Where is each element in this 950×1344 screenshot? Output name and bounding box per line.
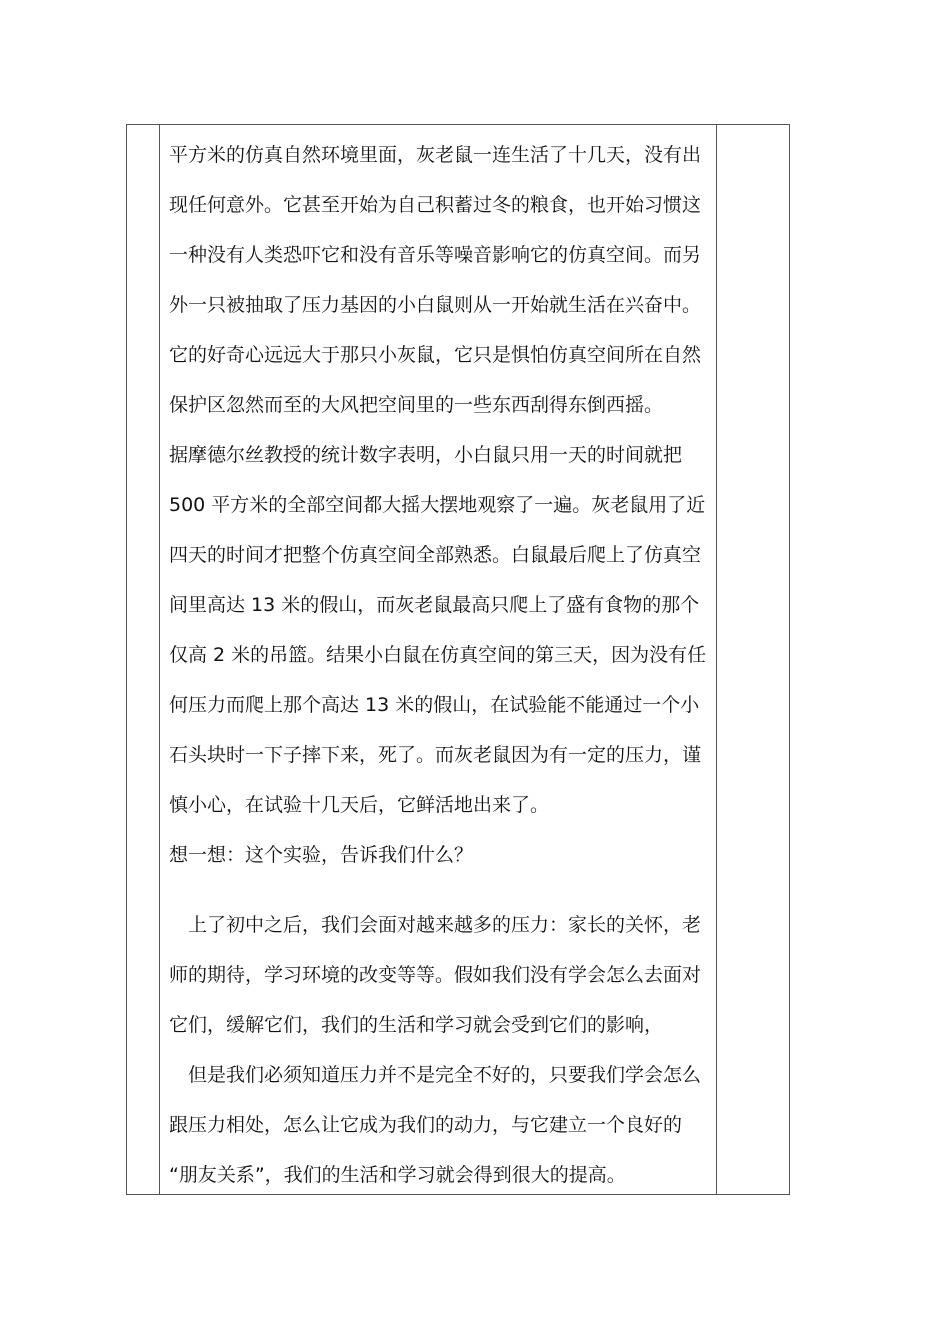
text-line: 据摩德尔丝教授的统计数字表明，小白鼠只用一天的时间就把 [169, 444, 683, 466]
text-line: 它的好奇心远远大于那只小灰鼠，它只是惧怕仿真空间所在自然 [169, 344, 702, 366]
text-line: 保护区忽然而至的大风把空间里的一些东西刮得东倒西摇。 [169, 394, 664, 416]
text-line: 四天的时间才把整个仿真空间全部熟悉。白鼠最后爬上了仿真空 [169, 544, 702, 566]
text-line: 但是我们必须知道压力并不是完全不好的，只要我们学会怎么 [188, 1064, 702, 1086]
question-line: 想一想：这个实验，告诉我们什么？ [169, 844, 474, 866]
text-line: 平方米的仿真自然环境里面，灰老鼠一连生活了十几天，没有出 [169, 144, 702, 166]
text-line: 一种没有人类恐吓它和没有音乐等噪音影响它的仿真空间。而另 [169, 244, 702, 266]
text-line: 跟压力相处，怎么让它成为我们的动力，与它建立一个良好的 [169, 1114, 683, 1136]
text-line: 慎小心，在试验十几天后，它鲜活地出来了。 [169, 794, 550, 816]
text-line: 现任何意外。它甚至开始为自己积蓄过冬的粮食，也开始习惯这 [169, 194, 702, 216]
text-line: 上了初中之后，我们会面对越来越多的压力：家长的关怀，老 [188, 914, 702, 936]
text-line: 500 平方米的全部空间都大摇大摆地观察了一遍。灰老鼠用了近 [169, 494, 706, 516]
table-column-divider-right [716, 125, 717, 1194]
text-line: 石头块时一下子摔下来，死了。而灰老鼠因为有一定的压力，谨 [169, 744, 702, 766]
table-column-divider-left [159, 125, 160, 1194]
text-line: 仅高 2 米的吊篮。结果小白鼠在仿真空间的第三天，因为没有任 [169, 644, 707, 666]
text-line: 外一只被抽取了压力基因的小白鼠则从一开始就生活在兴奋中。 [169, 294, 702, 316]
text-line: 它们，缓解它们，我们的生活和学习就会受到它们的影响， [169, 1014, 664, 1036]
text-line: 间里高达 13 米的假山，而灰老鼠最高只爬上了盛有食物的那个 [169, 594, 700, 616]
text-line: 何压力而爬上那个高达 13 米的假山，在试验能不能通过一个小 [169, 694, 700, 716]
text-line: 师的期待，学习环境的改变等等。假如我们没有学会怎么去面对 [169, 964, 702, 986]
text-line: “朋友关系”，我们的生活和学习就会得到很大的提高。 [169, 1164, 626, 1186]
